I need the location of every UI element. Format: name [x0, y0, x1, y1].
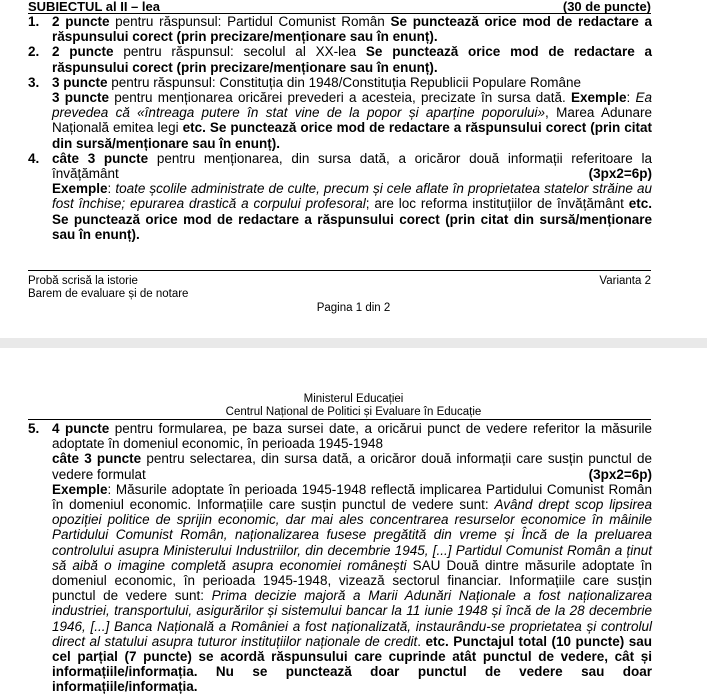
header-ministry: Ministerul Educației [303, 393, 404, 405]
score-formula: (3px2=6p) [588, 466, 652, 482]
answer-list [28, 421, 652, 695]
answer-item-1: 1. 2 puncte pentru răspunsul: Partidul Comunist Român Se punctează orice mod de redactare a răspunsului corect (prin precizare/menționare sau în enunț). [28, 14, 652, 45]
item-number: 5. [28, 421, 40, 436]
section-title: SUBIECTUL al II – lea [28, 0, 160, 14]
score-formula: (3px2=6p) [588, 166, 652, 182]
item-number: 3. [28, 74, 40, 90]
footer-divider [28, 270, 651, 271]
item-number: 4. [28, 150, 40, 166]
footer-subject: Probă scrisă la istorie [28, 275, 138, 287]
answer-list [28, 14, 652, 242]
header-center: Centrul Național de Politici și Evaluare în Educație [225, 406, 482, 418]
document-page-1 [0, 0, 707, 338]
answer-item-2: 2. 2 puncte pentru răspunsul: secolul al XX-lea Se punctează orice mod de redactare a răspunsului corect (prin precizare/menționare sau în enunț). [28, 44, 653, 75]
footer-left [28, 275, 188, 301]
item-number: 2. [28, 44, 40, 60]
page-number: Pagina 1 din 2 [316, 302, 391, 314]
section-points: (30 de puncte) [562, 0, 651, 14]
answer-item-3: 3. 3 puncte pentru răspunsul: Constituția din 1948/Constituția Republicii Populare Române 3 puncte pentru menționarea oricărei prevederi a acesteia, precizate în sursa dată. Exemple: Ea prevedea că «întreaga putere în stat vine de la popor și aparține poporului», Marea Adunare Națională emitea legi etc. Se punctează orice mod de redactare a răspunsului corect (prin citat din sursă/menționare sau în enunț). [28, 74, 653, 151]
footer-document-type: Barem de evaluare și de notare [28, 288, 189, 300]
answer-item-4: 4. câte 3 puncte pentru menționarea, din sursa dată, a oricăror două informații referitoare la învățământ (3px2=6p) Exemple: toate școlile administrate de culte, precum și cele aflate în proprietatea statelor străine au fost închise; epurarea drastică a corpului profesoral; are loc reforma instituțiilor de învățământ etc. Se punctează orice mod de redactare a răspunsului corect (prin citat din sursă/menționare sau în enunț). [28, 150, 652, 242]
section-header [28, 0, 651, 14]
footer-variant: Varianta 2 [599, 275, 651, 287]
item-number: 1. [28, 14, 40, 29]
header-divider [28, 419, 651, 420]
answer-item-5: 5. 4 puncte pentru formularea, pe baza sursei date, a oricărui punct de vedere referitor la măsurile adoptate în domeniul economic, în perioada 1945-1948 câte 3 puncte pentru selectarea, din sursa dată, a oricăror două informații care susțin punctul de vedere formulat (3px2=6p) Exemple: Măsurile adoptate în perioada 1945-1948 reflectă implicarea Partidului Comunist Român în domeniul economic. Informațiile care susțin punctul de vedere sunt: Având drept scop lipsirea opoziției politice de sprijin economic, dar mai ales concentrarea resurselor economice în mâinile Partidului Comunist Român, naționalizarea fusese pregătită din vreme și Încă de la preluarea controlului asupra Ministerului Industriilor, din decembrie 1945, [...] Partidul Comunist Român a ținut să aibă o imagine completă asupra economiei românești SAU Două dintre măsurile adoptate în domeniul economic, în perioada 1945-1948, vizează sectorul financiar. Informațiile care susțin punctul de vedere sunt: Prima decizie majoră a Marii Adunări Naționale a fost naționalizarea industriei, transportului, asigurărilor și sistemului bancar la 11 iunie 1948 și încă de la 28 decembrie 1946, [...] Banca Națională a României a fost naționalizată, instaurându-se proprietatea și controlul direct al statului asupra tuturor instituțiilor naționale de credit. etc. Punctajul total (10 puncte) sau cel parțial (7 puncte) se acordă răspunsului care cuprinde atât punctul de vedere, cât și informațiile/informația. Nu se punctează doar punctul de vedere sau doar informațiile/informația. [28, 421, 652, 695]
document-page-2 [0, 348, 707, 700]
